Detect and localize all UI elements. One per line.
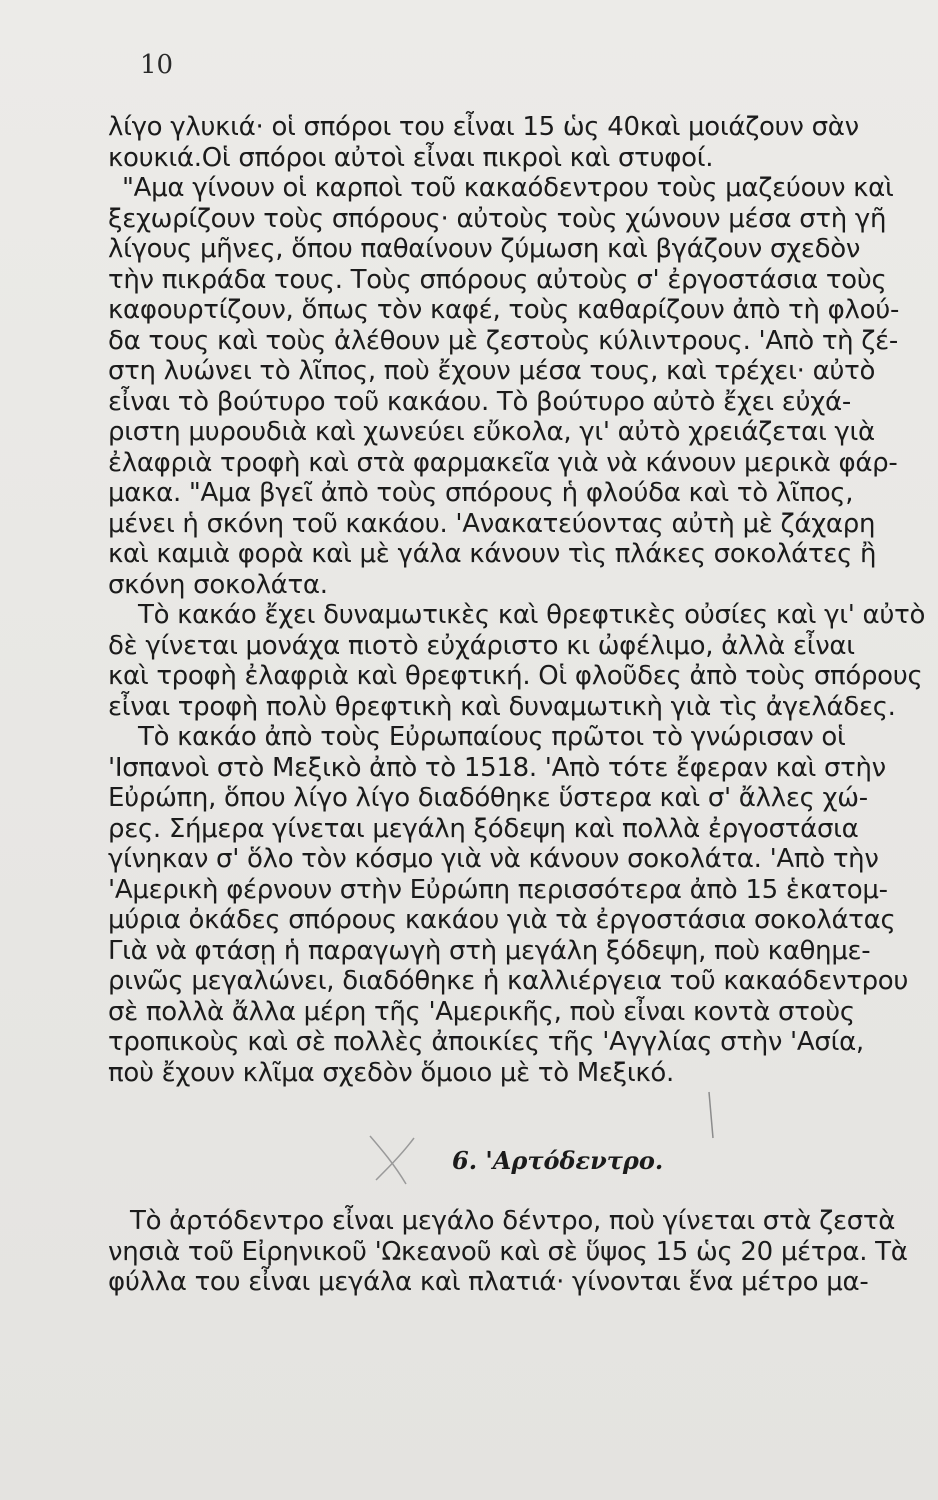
- section-line: Τὸ ἀρτόδεντρο εἶναι μεγάλο δέντρο, ποὺ γίνεται στὰ ζεστὰ: [130, 1206, 896, 1236]
- body-line: "Αμα γίνουν οἱ καρποὶ τοῦ κακαόδεντρου τοὺς μαζεύουν καὶ: [122, 173, 894, 203]
- body-line: μένει ἡ σκόνη τοῦ κακάου. 'Ανακατεύοντας αὐτὴ μὲ ζάχαρη: [108, 508, 876, 539]
- body-line: καὶ καμιὰ φορὰ καὶ μὲ γάλα κάνουν τὶς πλάκες σοκολάτες ἢ: [108, 539, 877, 569]
- page-number: 10: [140, 50, 174, 80]
- body-line: μύρια ὀκάδες σπόρους κακάου γιὰ τὰ ἐργοστάσια σοκολάτας: [108, 905, 896, 935]
- body-line: ξεχωρίζουν τοὺς σπόρους· αὐτοὺς τοὺς χώνουν μέσα στὴ γῆ: [108, 203, 887, 234]
- body-line: καὶ τροφὴ ἐλαφριὰ καὶ θρεφτική. Οἱ φλοῦδες ἀπὸ τοὺς σπόρους: [108, 661, 923, 691]
- section-line: νησιὰ τοῦ Εἰρηνικοῦ 'Ωκεανοῦ καὶ σὲ ὕψος 15 ὡς 20 μέτρα. Τὰ: [108, 1236, 908, 1267]
- body-line: Εὐρώπη, ὅπου λίγο λίγο διαδόθηκε ὕστερα καὶ σ' ἄλλες χώ-: [108, 783, 868, 813]
- pencil-mark-icon: [362, 1130, 422, 1190]
- body-line: ρες. Σήμερα γίνεται μεγάλη ξόδεψη καὶ πολλὰ ἐργοστάσια: [108, 813, 859, 844]
- body-line: Τὸ κακάο ἀπὸ τοὺς Εὐρωπαίους πρῶτοι τὸ γνώρισαν οἱ: [138, 722, 846, 752]
- body-line: σκόνη σοκολάτα.: [108, 569, 328, 600]
- body-line: 'Ισπανοὶ στὸ Μεξικὸ ἀπὸ τὸ 1518. 'Απὸ τότε ἔφεραν καὶ στὴν: [108, 752, 886, 783]
- body-line: σὲ πολλὰ ἄλλα μέρη τῆς 'Αμερικῆς, ποὺ εἶναι κοντὰ στοὺς: [108, 996, 855, 1027]
- body-line: 'Αμερικὴ φέρνουν στὴν Εὐρώπη περισσότερα ἀπὸ 15 ἑκατομ-: [108, 874, 888, 905]
- pencil-line-icon: [705, 1090, 717, 1140]
- body-line: λίγους μῆνες, ὅπου παθαίνουν ζύμωση καὶ βγάζουν σχεδὸν: [108, 234, 861, 264]
- body-line: κουκιά.Οἱ σπόροι αὐτοὶ εἶναι πικροὶ καὶ στυφοί.: [108, 142, 714, 173]
- body-line: τὴν πικράδα τους. Τοὺς σπόρους αὐτοὺς σ' ἐργοστάσια τοὺς: [108, 264, 887, 295]
- body-line: γίνηκαν σ' ὅλο τὸν κόσμο γιὰ νὰ κάνουν σοκολάτα. 'Απὸ τὴν: [108, 844, 879, 874]
- section-heading: 6. 'Αρτόδεντρο.: [452, 1146, 664, 1175]
- body-line: Τὸ κακάο ἔχει δυναμωτικὲς καὶ θρεφτικὲς οὐσίες καὶ γι' αὐτὸ: [138, 600, 926, 630]
- body-line: μακα. "Αμα βγεῖ ἀπὸ τοὺς σπόρους ἡ φλούδα καὶ τὸ λῖπος,: [108, 478, 854, 508]
- section-line: φύλλα του εἶναι μεγάλα καὶ πλατιά· γίνονται ἕνα μέτρο μα-: [108, 1267, 869, 1297]
- body-line: στη λυώνει τὸ λῖπος, ποὺ ἔχουν μέσα τους, καὶ τρέχει· αὐτὸ: [108, 356, 876, 386]
- body-line: ἐλαφριὰ τροφὴ καὶ στὰ φαρμακεῖα γιὰ νὰ κάνουν μερικὰ φάρ-: [108, 447, 898, 478]
- body-line: ποὺ ἔχουν κλῖμα σχεδὸν ὅμοιο μὲ τὸ Μεξικό.: [108, 1057, 674, 1088]
- body-line: λίγο γλυκιά· οἱ σπόροι του εἶναι 15 ὡς 40καὶ μοιάζουν σὰν: [108, 112, 859, 142]
- body-line: εἶναι τὸ βούτυρο τοῦ κακάου. Τὸ βούτυρο αὐτὸ ἔχει εὐχά-: [108, 386, 851, 417]
- body-line: τροπικοὺς καὶ σὲ πολλὲς ἀποικίες τῆς 'Αγγλίας στὴν 'Ασία,: [108, 1027, 864, 1057]
- body-line: ρινῶς μεγαλώνει, διαδόθηκε ἡ καλλιέργεια τοῦ κακαόδεντρου: [108, 966, 909, 996]
- body-line: Γιὰ νὰ φτάσῃ ἡ παραγωγὴ στὴ μεγάλη ξόδεψη, ποὺ καθημε-: [108, 935, 871, 966]
- body-line: καφουρτίζουν, ὅπως τὸν καφέ, τοὺς καθαρίζουν ἀπὸ τὴ φλού-: [108, 295, 900, 325]
- body-line: δα τους καὶ τοὺς ἀλέθουν μὲ ζεστοὺς κύλιντρους. 'Απὸ τὴ ζέ-: [108, 325, 898, 356]
- body-line: εἶναι τροφὴ πολὺ θρεφτικὴ καὶ δυναμωτικὴ γιὰ τὶς ἀγελάδες.: [108, 691, 896, 722]
- body-line: ριστη μυρουδιὰ καὶ χωνεύει εὔκολα, γι' αὐτὸ χρειάζεται γιὰ: [108, 417, 875, 447]
- body-line: δὲ γίνεται μονάχα πιοτὸ εὐχάριστο κι ὠφέλιμο, ἀλλὰ εἶναι: [108, 630, 855, 661]
